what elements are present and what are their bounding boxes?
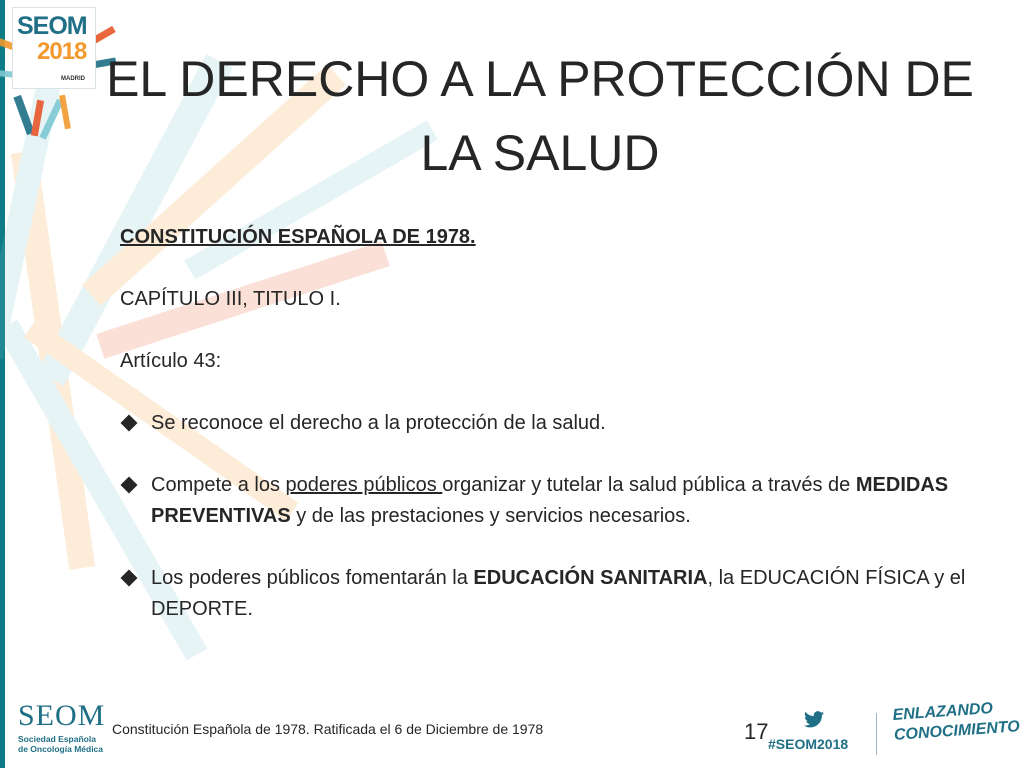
footer-logo-sub-line1: Sociedad Española: [18, 734, 96, 744]
bullet-text-post: , la EDUCACIÓN FÍSICA y el DEPORTE.: [151, 567, 966, 620]
tagline-line2: CONOCIMIENTO: [893, 718, 1021, 744]
footer-logo-sub-line2: de Oncología Médica: [18, 744, 104, 754]
bullet-text-bold: EDUCACIÓN SANITARIA: [473, 567, 708, 589]
footer-logo-name: SEOM: [18, 699, 106, 732]
bullet-text-underlined: poderes públicos: [285, 474, 443, 496]
bullet-item-health-education: [120, 563, 980, 625]
diamond-bullet-icon: [121, 415, 138, 432]
logo-text-seom: SEOM: [17, 12, 87, 40]
article-line: Artículo 43:: [120, 350, 222, 372]
bullet-text: Se reconoce el derecho a la protección de la salud.: [151, 412, 606, 434]
chapter-line: CAPÍTULO III, TITULO I.: [120, 288, 341, 310]
bullet-item-right-to-health: [120, 408, 980, 439]
footer-source-note: Constitución Española de 1978. Ratificada el 6 de Diciembre de 1978: [112, 721, 544, 737]
diamond-bullet-icon: [121, 570, 138, 587]
bullet-text-bold: MEDIDAS PREVENTIVAS: [151, 474, 949, 527]
event-tagline: [892, 698, 1021, 746]
slide-body: [120, 222, 980, 656]
page-number: 17: [744, 719, 769, 744]
twitter-icon: [804, 711, 824, 728]
seom-2018-logo: [13, 8, 95, 88]
footer-logo-subtitle: [18, 734, 108, 754]
footer-seom-logo: [18, 701, 108, 757]
constitution-heading: CONSTITUCIÓN ESPAÑOLA DE 1978.: [120, 226, 476, 248]
logo-text-year: 2018: [37, 38, 87, 65]
bullet-text-mid: organizar y tutelar la salud pública a través de: [442, 474, 856, 496]
logo-text-city: MADRID: [61, 76, 85, 82]
event-hashtag: #SEOM2018: [768, 736, 849, 752]
slide-title: EL DERECHO A LA PROTECCIÓN DE LA SALUD: [106, 51, 974, 181]
bullet-text-pre: Los poderes públicos fomentarán la: [151, 567, 474, 589]
diamond-bullet-icon: [121, 477, 138, 494]
bullet-item-public-powers: [120, 470, 980, 532]
bullet-text-pre: Compete a los: [151, 474, 286, 496]
footer-divider: [876, 713, 877, 755]
bullet-text-post: y de las prestaciones y servicios necesarios.: [290, 505, 691, 527]
tagline-line1: ENLAZANDO: [892, 699, 994, 724]
